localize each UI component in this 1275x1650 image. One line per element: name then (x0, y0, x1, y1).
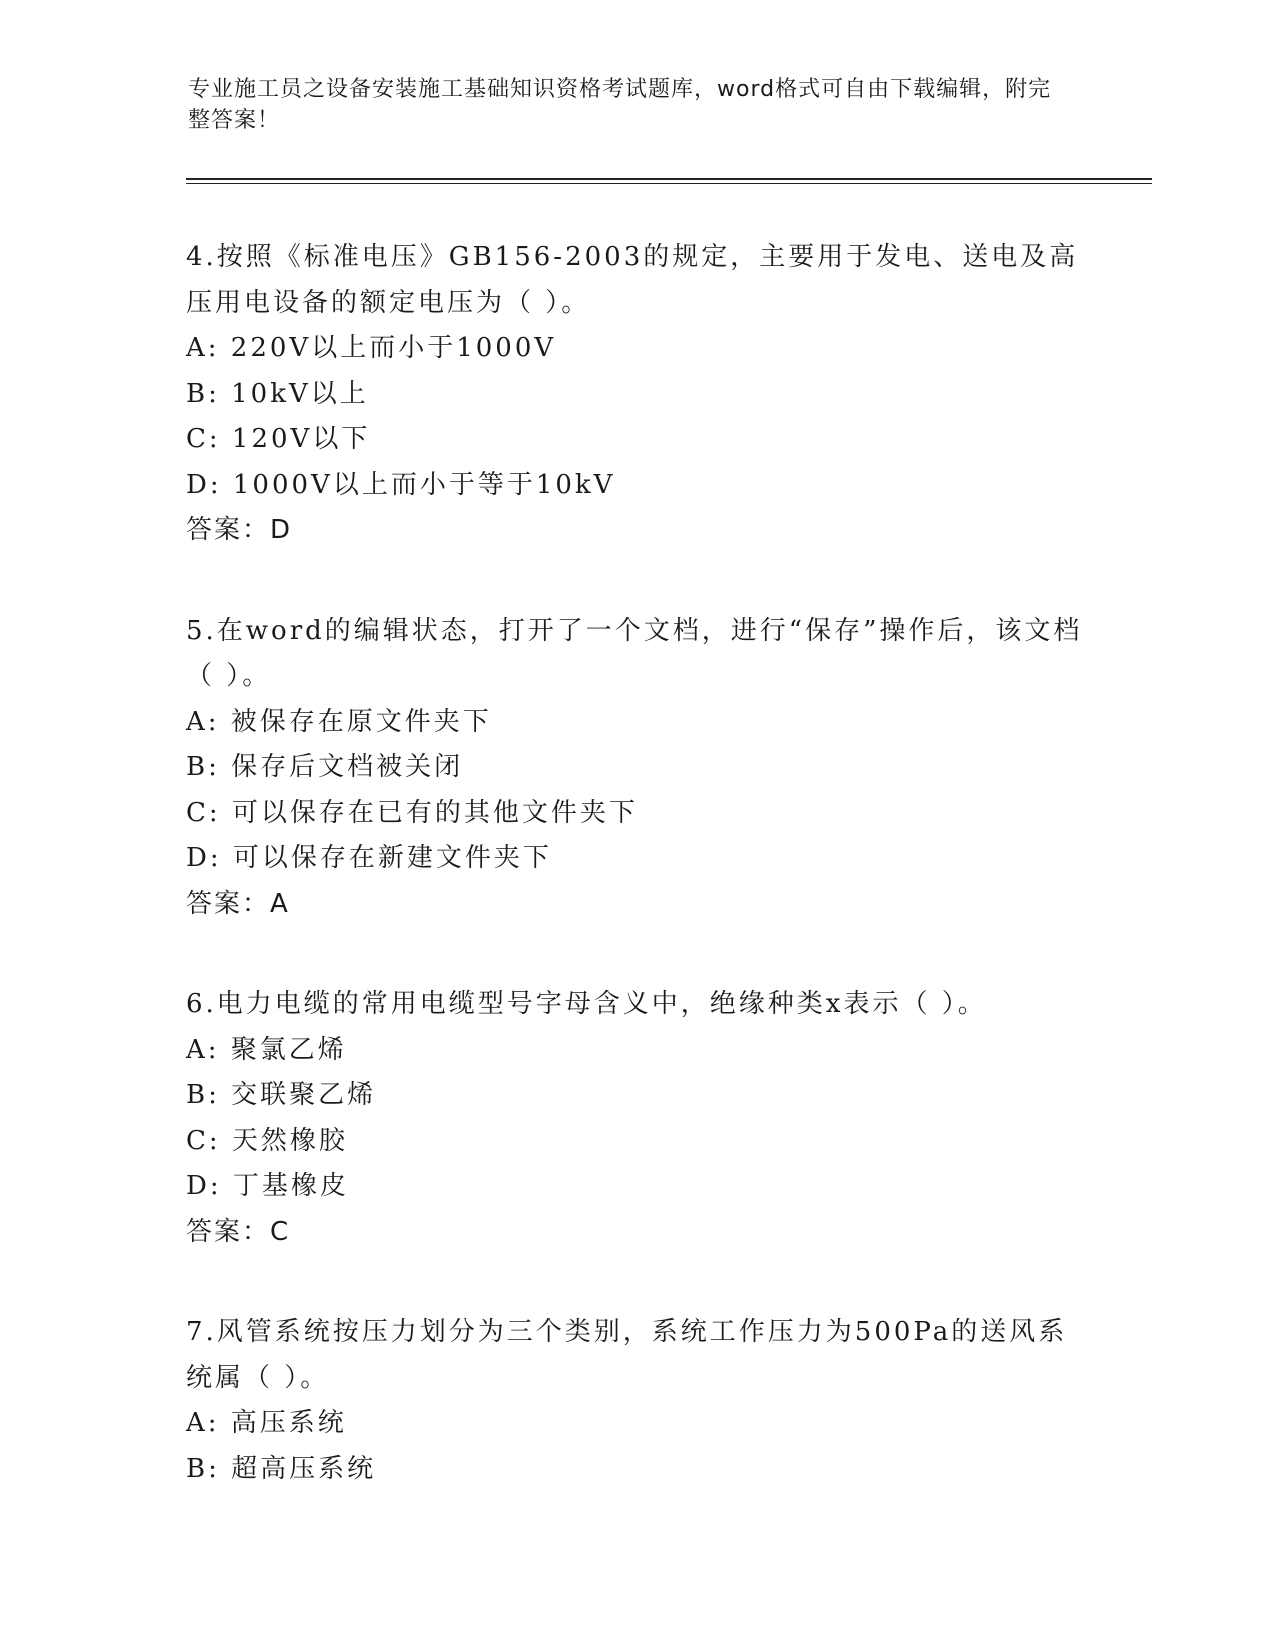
option-d: D: 1000V以上而小于等于10kV (186, 469, 616, 500)
document-header: 专业施工员之设备安装施工基础知识资格考试题库，word格式可自由下载编辑，附完整答案！ (188, 77, 1052, 133)
question-5 (186, 609, 1086, 928)
option-a: A: 被保存在原文件夹下 (186, 706, 492, 737)
question-list (186, 235, 1086, 1547)
question-4 (186, 235, 1086, 554)
option-b: B: 交联聚乙烯 (186, 1080, 377, 1110)
header-divider-thin (186, 183, 1152, 184)
option-c: C: 120V以下 (186, 424, 371, 454)
option-b: B: 10kV以上 (186, 378, 369, 409)
question-6 (186, 982, 1086, 1255)
question-7 (186, 1310, 1086, 1492)
option-d: D: 丁基橡皮 (186, 1171, 349, 1201)
option-a: A: 聚氯乙烯 (186, 1034, 347, 1065)
question-text: 7.风管系统按压力划分为三个类别，系统工作压力为500Pa的送风系统属（ ）。 (186, 1317, 1068, 1393)
question-text: 5.在word的编辑状态，打开了一个文档，进行“保存”操作后，该文档（ ）。 (186, 615, 1083, 691)
option-c: C: 可以保存在已有的其他文件夹下 (186, 797, 638, 828)
question-text: 4.按照《标准电压》GB156-2003的规定，主要用于发电、送电及高压用电设备的额定电压为（ ）。 (186, 242, 1079, 318)
question-text: 6.电力电缆的常用电缆型号字母含义中，绝缘种类x表示（ ）。 (186, 989, 987, 1019)
answer: 答案：D (186, 515, 293, 545)
option-d: D: 可以保存在新建文件夹下 (186, 843, 552, 873)
option-b: B: 超高压系统 (186, 1453, 377, 1484)
header-divider (186, 178, 1152, 180)
option-b: B: 保存后文档被关闭 (186, 752, 464, 782)
answer: 答案：C (186, 1216, 291, 1247)
option-a: A: 220V以上而小于1000V (186, 333, 557, 363)
option-a: A: 高压系统 (186, 1408, 347, 1438)
answer: 答案：A (186, 888, 290, 919)
option-c: C: 天然橡胶 (186, 1125, 348, 1156)
